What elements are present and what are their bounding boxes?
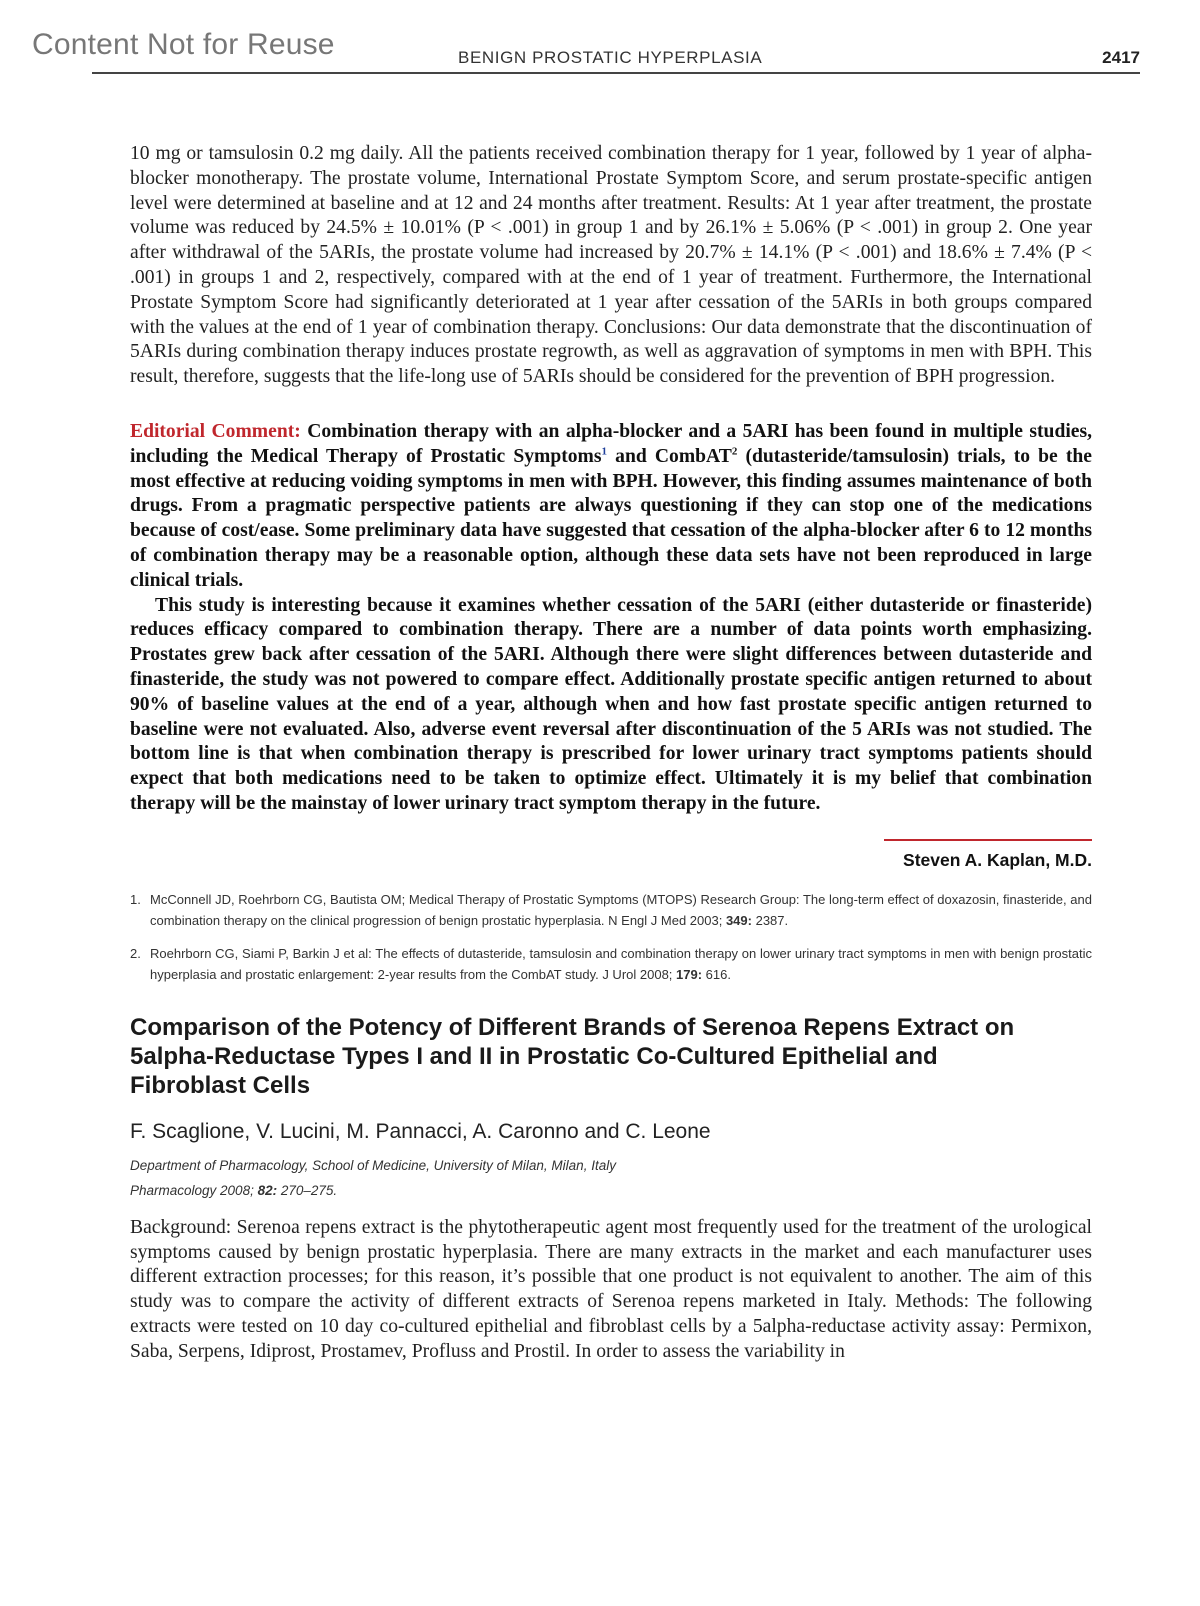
abstract-continued: 10 mg or tamsulosin 0.2 mg daily. All the patients received combination therapy for 1 year, followed by 1 year of alpha-blocker monotherapy. The prostate volume, International Prostate Symptom Score, and serum prostate-specific antigen level were determined at baseline and at 12 and 24 months after treatment. Results: At 1 year after treatment, the prostate volume was reduced by 24.5% ± 10.01% (P < .001) in group 1 and by 26.1% ± 5.06% (P < .001) in group 2. One year after withdrawal of the 5ARIs, the prostate volume had increased by 20.7% ± 14.1% (P < .001) and 18.6% ± 7.4% (P < .001) in groups 1 and 2, respectively, compared with at the end of 1 year of treatment. Furthermore, the International Prostate Symptom Score had significantly deteriorated at 1 year after cessation of the 5ARIs in both groups compared with the values at the end of 1 year of combination therapy. Conclusions: Our data demonstrate that the discontinuation of 5ARIs during combination therapy induces prostate regrowth, as well as aggravation of symptoms in men with BPH. This result, therefore, suggests that the life-long use of 5ARIs should be considered for the prevention of BPH progression. xyxy=(130,143,1092,388)
reference-item xyxy=(130,943,1092,985)
reference-text: McConnell JD, Roehrborn CG, Bautista OM; Medical Therapy of Prostatic Symptoms (MTOPS) Research Group: The long-term effect of doxazosin, finasteride, and combination therapy on the clinical progression of benign prostatic hyperplasia. N Engl J Med 2003; xyxy=(150,891,1092,928)
article-affiliation: Department of Pharmacology, School of Medicine, University of Milan, Milan, Italy xyxy=(130,1157,616,1173)
reference-marker-1[interactable]: 1 xyxy=(601,445,608,458)
article-abstract: Background: Serenoa repens extract is the phytotherapeutic agent most frequently used for the treatment of the urological symptoms caused by benign prostatic hyperplasia. There are many extracts in the market and each manufacturer uses different extraction processes; for this reason, it’s possible that one product is not equivalent to another. The aim of this study was to compare the activity of different extracts of Serenoa repens marketed in Italy. Methods: The following extracts were tested on 10 day co-cultured epithelial and fibroblast cells by a 5alpha-reductase activity assay: Permixon, Saba, Serpens, Idiprost, Prostamev, Profluss and Prostil. In order to assess the variability in xyxy=(130,1216,1092,1362)
signature-rule xyxy=(884,839,1092,841)
editorial-label: Editorial Comment: xyxy=(130,420,301,442)
reference-marker-2[interactable]: 2 xyxy=(731,445,738,458)
editorial-comment xyxy=(130,420,1092,817)
citation-volume: 82: xyxy=(257,1182,278,1198)
reference-number: 2. xyxy=(130,945,141,961)
editorial-paragraph-1 xyxy=(130,420,1092,594)
editorial-paragraph-2: This study is interesting because it examines whether cessation of the 5ARI (either dutasteride or finasteride) reduces efficacy compared to combination therapy. There are a number of data points worth emphasizing. Prostates grew back after cessation of the 5ARI. Although there were slight differences between dutasteride and finasteride, the study was not powered to compare effect. Additionally prostate specific antigen returned to about 90% of baseline values at the end of a year, although when and how fast prostate specific antigen returned to baseline were not evaluated. Also, adverse event reversal after discontinuation of the 5 ARIs was not studied. The bottom line is that when combination therapy is prescribed for lower urinary tract symptoms patients should expect that both medications need to be taken to optimize effect. Ultimately it is my belief that combination therapy will be the mainstay of lower urinary tract symptom therapy in the future. xyxy=(130,594,1092,814)
reference-pages: 616. xyxy=(702,966,731,982)
reference-text: Roehrborn CG, Siami P, Barkin J et al: The effects of dutasteride, tamsulosin and combination therapy on lower urinary tract symptoms in men with benign prostatic hyperplasia and prostatic enlargement: 2-year results from the CombAT study. J Urol 2008; xyxy=(150,945,1092,982)
page-number: 2417 xyxy=(1102,48,1140,67)
article-title: Comparison of the Potency of Different Brands of Serenoa Repens Extract on 5alpha-Reductase Types I and II in Prostatic Co-Cultured Epithelial and Fibroblast Cells xyxy=(130,1013,1015,1099)
reference-volume: 349: xyxy=(725,912,752,928)
reference-pages: 2387. xyxy=(751,912,789,928)
watermark: Content Not for Reuse xyxy=(32,28,335,61)
header-rule xyxy=(92,72,1140,74)
article-authors: F. Scaglione, V. Lucini, M. Pannacci, A. Caronno and C. Leone xyxy=(130,1119,711,1143)
page-content xyxy=(130,142,1092,1365)
citation-pages: 270–275. xyxy=(277,1182,338,1198)
article-citation xyxy=(130,1183,1092,1198)
running-head: BENIGN PROSTATIC HYPERPLASIA xyxy=(458,48,763,67)
editorial-text-1a: Combination therapy with an alpha-blocker and a 5ARI has been found in multiple studies, including the Medical Therapy of Prostatic Symptoms xyxy=(130,420,1093,467)
editorial-text-1c: (dutasteride/tamsulosin) trials, to be the most effective at reducing voiding symptoms in men with BPH. However, this finding assumes maintenance of both drugs. From a pragmatic perspective patients are always questioning if they can stop one of the medications because of cost/ease. Some preliminary data have suggested that cessation of the alpha-blocker after 6 to 12 months of combination therapy may be a reasonable option, although these data sets have not been reproduced in large clinical trials. xyxy=(130,445,1092,591)
citation-journal: Pharmacology 2008; xyxy=(130,1182,258,1198)
editorial-text-1b: and CombAT xyxy=(607,445,732,467)
reference-number: 1. xyxy=(130,891,141,907)
reference-list xyxy=(130,889,1092,985)
reference-item xyxy=(130,889,1092,931)
editorial-signature: Steven A. Kaplan, M.D. xyxy=(903,849,1092,870)
reference-volume: 179: xyxy=(676,966,703,982)
